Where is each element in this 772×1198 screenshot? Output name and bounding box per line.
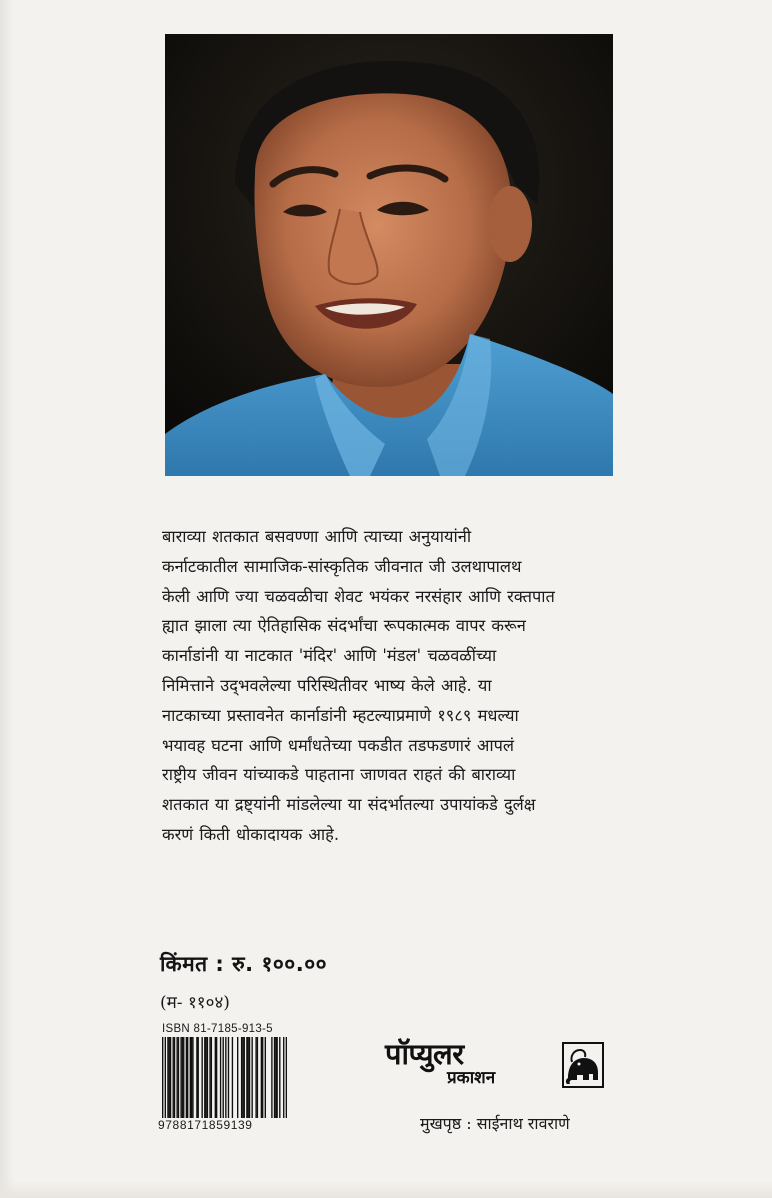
barcode-bar: [261, 1037, 262, 1127]
barcode-bar: [257, 1037, 258, 1127]
barcode-bar: [209, 1037, 210, 1127]
barcode-bar: [198, 1037, 199, 1127]
barcode-bar: [232, 1037, 233, 1127]
barcode-bar: [225, 1037, 226, 1127]
barcode-bar: [187, 1037, 188, 1127]
barcode-bar: [244, 1037, 245, 1127]
barcode-bar: [196, 1037, 197, 1127]
barcode-bar: [237, 1037, 238, 1127]
barcode-digits: 9788171859139: [158, 1118, 290, 1132]
barcode-bar: [180, 1037, 181, 1127]
barcode-bar: [176, 1037, 177, 1127]
barcode-bar: [207, 1037, 208, 1127]
publisher-subtitle: प्रकाशन: [447, 1068, 496, 1088]
author-photo: [165, 34, 613, 476]
paper-edge-bottom: [0, 1180, 772, 1198]
barcode-bar: [204, 1037, 205, 1127]
synopsis-line: कर्नाटकातील सामाजिक-सांस्कृतिक जीवनात जी उलथापालथ: [162, 556, 522, 576]
barcode-bar: [173, 1037, 174, 1127]
synopsis-line: निमित्ताने उद्‌भवलेल्या परिस्थितीवर भाष्य केले आहे. या: [162, 675, 492, 695]
synopsis-line: नाटकाच्या प्रस्तावनेत कार्नाडांनी म्हटल्याप्रमाणे १९८९ मधल्या: [162, 705, 519, 725]
barcode-bar: [275, 1037, 276, 1127]
barcode-bar: [255, 1037, 256, 1127]
barcode-bar: [186, 1037, 187, 1127]
barcode: [162, 1037, 287, 1127]
barcode-bar: [249, 1037, 250, 1127]
barcode-bar: [170, 1037, 171, 1127]
barcode-bar: [191, 1037, 192, 1127]
barcode-bar: [183, 1037, 184, 1127]
synopsis-text: [162, 522, 610, 850]
publisher-name: पॉप्युलर: [385, 1037, 464, 1071]
barcode-bar: [192, 1037, 193, 1127]
barcode-bar: [271, 1037, 272, 1127]
barcode-bar: [283, 1037, 284, 1127]
barcode-bar: [201, 1037, 202, 1127]
barcode-bar: [182, 1037, 183, 1127]
synopsis-line: केली आणि ज्या चळवळीचा शेवट भयंकर नरसंहार आणि रक्तपात: [162, 586, 555, 606]
barcode-bar: [211, 1037, 212, 1127]
barcode-bar: [241, 1037, 242, 1127]
barcode-bar: [178, 1037, 179, 1127]
barcode-bar: [265, 1037, 266, 1127]
synopsis-line: भयावह घटना आणि धर्मांधतेच्या पकडीत तडफडणारं आपलं: [162, 735, 515, 755]
barcode-bar: [220, 1037, 221, 1127]
barcode-bar: [167, 1037, 168, 1127]
barcode-bar: [246, 1037, 247, 1127]
barcode-bar: [174, 1037, 175, 1127]
barcode-bar: [223, 1037, 224, 1127]
barcode-bar: [274, 1037, 275, 1127]
paper-edge-left: [0, 0, 14, 1198]
barcode-bar: [165, 1037, 166, 1127]
barcode-bar: [205, 1037, 206, 1127]
synopsis-line: राष्ट्रीय जीवन यांच्याकडे पाहताना जाणवत राहतं की बाराव्या: [162, 765, 516, 785]
barcode-bar: [262, 1037, 263, 1127]
cover-design-credit: मुखपृष्ठ : साईनाथ रावराणे: [420, 1114, 570, 1133]
synopsis-line: करणं किती धोकादायक आहे.: [162, 824, 340, 844]
barcode-bar: [215, 1037, 216, 1127]
synopsis-line: शतकात या द्रष्ट्यांनी मांडलेल्या या संदर्भातल्या उपायांकडे दुर्लक्ष: [162, 795, 536, 815]
barcode-bar: [169, 1037, 170, 1127]
barcode-bar: [162, 1037, 163, 1127]
elephant-emblem-icon: [562, 1042, 604, 1088]
barcode-bar: [242, 1037, 243, 1127]
barcode-bar: [190, 1037, 191, 1127]
barcode-bar: [228, 1037, 229, 1127]
barcode-bar: [286, 1037, 287, 1127]
synopsis-line: बाराव्या शतकात बसवण्णा आणि त्याच्या अनुयायांनी: [162, 527, 472, 546]
barcode-bar: [276, 1037, 277, 1127]
synopsis-line: ह्यात झाला त्या ऐतिहासिक संदर्भांचा रूपकात्मक वापर करून: [162, 616, 526, 636]
barcode-bar: [216, 1037, 217, 1127]
synopsis-line: कार्नाडांनी या नाटकात 'मंदिर' आणि 'मंडल' चळवळींच्या: [162, 646, 497, 666]
barcode-bar: [251, 1037, 252, 1127]
publisher-logo: [385, 1038, 610, 1094]
catalog-code: (म- ११०४): [160, 993, 230, 1013]
barcode-bar: [279, 1037, 280, 1127]
barcode-bar: [248, 1037, 249, 1127]
isbn-label: ISBN 81-7185-913-5: [162, 1023, 273, 1035]
price-label: किंमत : रु. १००.००: [160, 952, 328, 976]
